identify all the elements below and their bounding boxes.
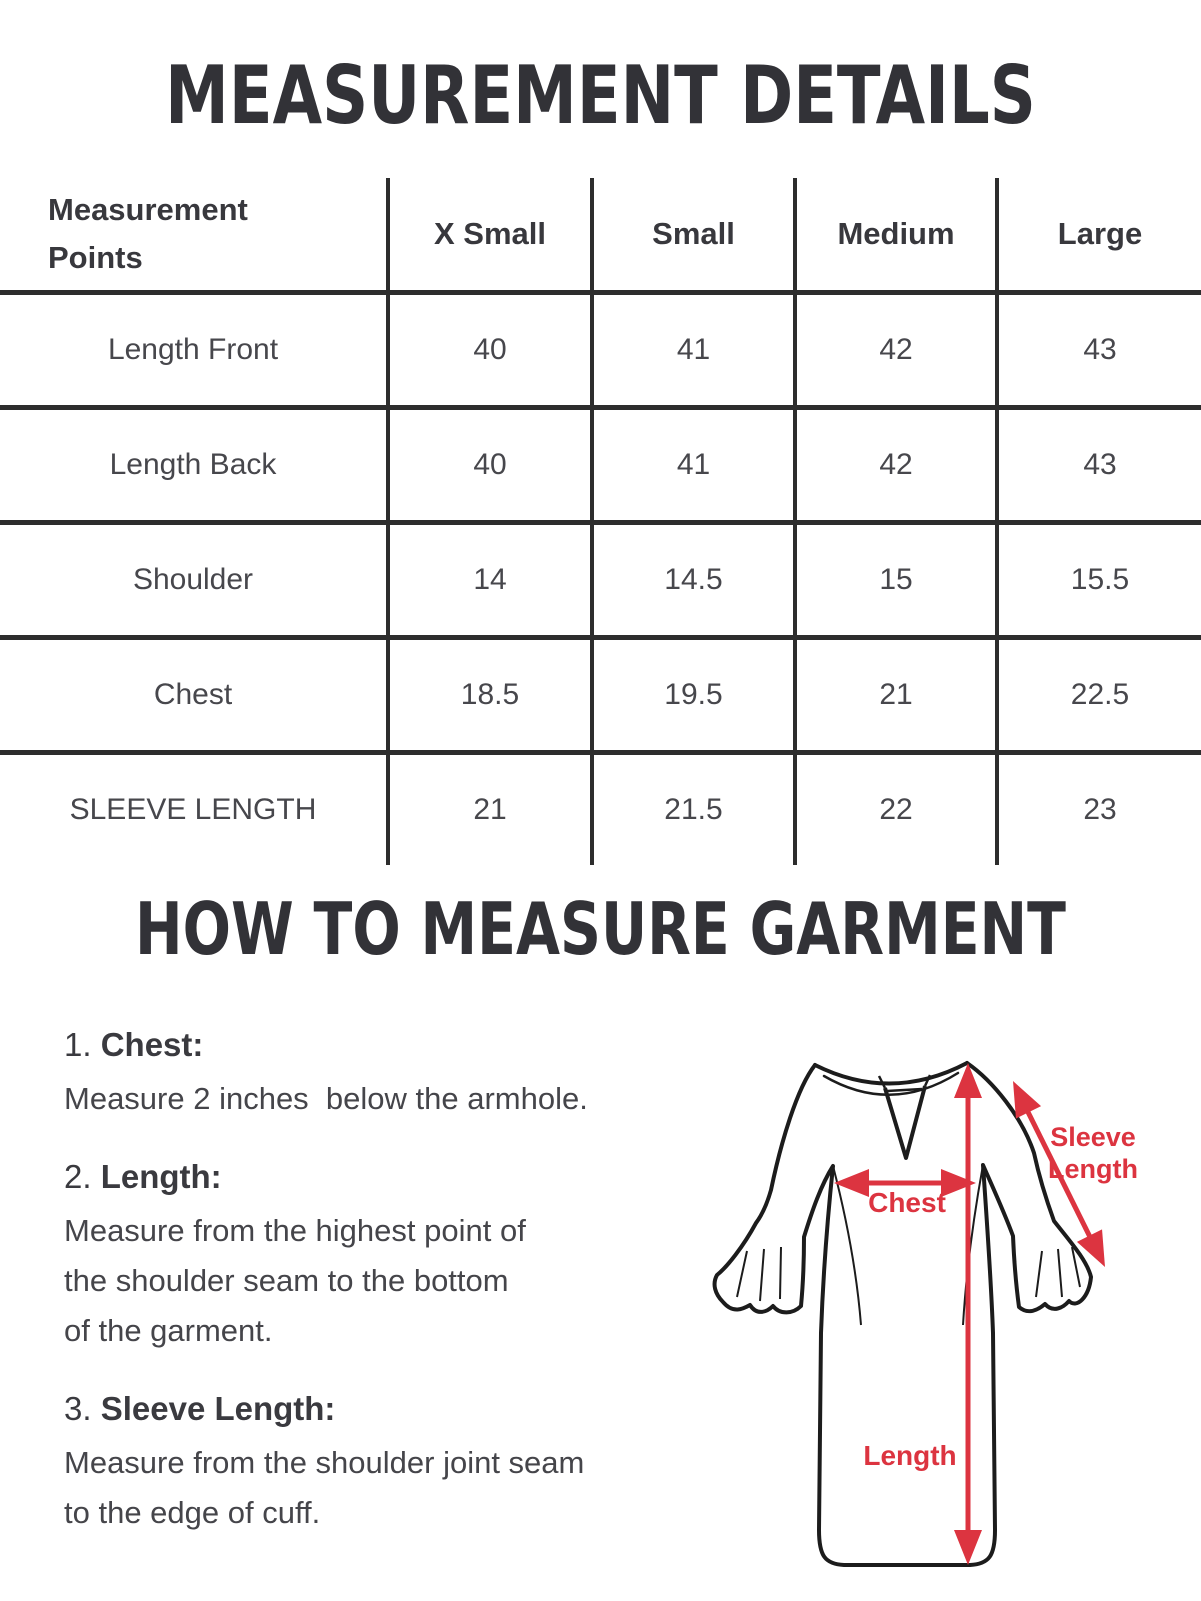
size-value: 19.5 — [592, 638, 795, 753]
table-row-length-front — [0, 293, 1201, 408]
size-value: 14.5 — [592, 523, 795, 638]
row-label: Length Front — [0, 293, 388, 408]
size-value: 22 — [795, 753, 997, 866]
step-text: of the garment. — [64, 1313, 273, 1348]
row-label: SLEEVE LENGTH — [0, 753, 388, 866]
row-label: Length Back — [0, 408, 388, 523]
size-value: 40 — [388, 408, 592, 523]
step-number: 1. — [64, 1026, 92, 1063]
sleeve-length-label-line2: Length — [1048, 1154, 1138, 1184]
size-value: 21.5 — [592, 753, 795, 866]
step-text: Measure from the highest point of — [64, 1213, 526, 1248]
column-header-large: Large — [1057, 216, 1143, 251]
chest-label: Chest — [868, 1187, 946, 1218]
header-line-1: Measurement — [48, 192, 248, 227]
size-value: 21 — [795, 638, 997, 753]
size-value: 15 — [795, 523, 997, 638]
dress-outline — [715, 1063, 1091, 1565]
size-value: 41 — [592, 408, 795, 523]
size-value: 42 — [795, 293, 997, 408]
size-value: 23 — [997, 753, 1201, 866]
garment-diagram — [700, 1025, 1200, 1600]
size-value: 41 — [592, 293, 795, 408]
table-row-length-back — [0, 408, 1201, 523]
step-text: Measure 2 inches below the armhole. — [64, 1081, 588, 1116]
table-row-chest — [0, 638, 1201, 753]
size-value: 22.5 — [997, 638, 1201, 753]
size-value: 43 — [997, 293, 1201, 408]
column-header-medium: Medium — [795, 178, 997, 293]
table-row-sleeve-length — [0, 753, 1201, 866]
step-label: Length: — [100, 1158, 222, 1195]
length-label: Length — [863, 1440, 957, 1471]
column-header-small: Small — [592, 178, 795, 293]
size-value: 40 — [388, 293, 592, 408]
row-label: Shoulder — [0, 523, 388, 638]
size-value: 14 — [388, 523, 592, 638]
section-title: HOW TO MEASURE GARMENT — [135, 887, 1066, 971]
instruction-step-chest — [64, 1022, 754, 1124]
sleeve-length-label-line1: Sleeve — [1050, 1122, 1136, 1152]
instruction-step-sleeve-length — [64, 1386, 754, 1538]
step-label: Sleeve Length: — [100, 1390, 336, 1427]
table-header-row — [0, 178, 1201, 293]
size-value: 18.5 — [388, 638, 592, 753]
header-line-2: Points — [48, 240, 143, 275]
row-label: Chest — [0, 638, 388, 753]
table-row-shoulder — [0, 523, 1201, 638]
instruction-step-length — [64, 1154, 754, 1356]
step-text: to the edge of cuff. — [64, 1495, 321, 1530]
column-header-measurement-points — [0, 178, 388, 293]
size-value: 42 — [795, 408, 997, 523]
page-title: MEASUREMENT DETAILS — [165, 49, 1036, 142]
step-text: Measure from the shoulder joint seam — [64, 1445, 585, 1480]
column-header-x-small: X Small — [388, 178, 592, 293]
size-value: 15.5 — [997, 523, 1201, 638]
size-value: 43 — [997, 408, 1201, 523]
size-value: 21 — [388, 753, 592, 866]
step-number: 2. — [64, 1158, 92, 1195]
step-text: the shoulder seam to the bottom — [64, 1263, 509, 1298]
measurement-table — [0, 178, 1201, 865]
step-label: Chest: — [100, 1026, 204, 1063]
step-number: 3. — [64, 1390, 92, 1427]
measuring-instructions — [64, 1022, 754, 1568]
